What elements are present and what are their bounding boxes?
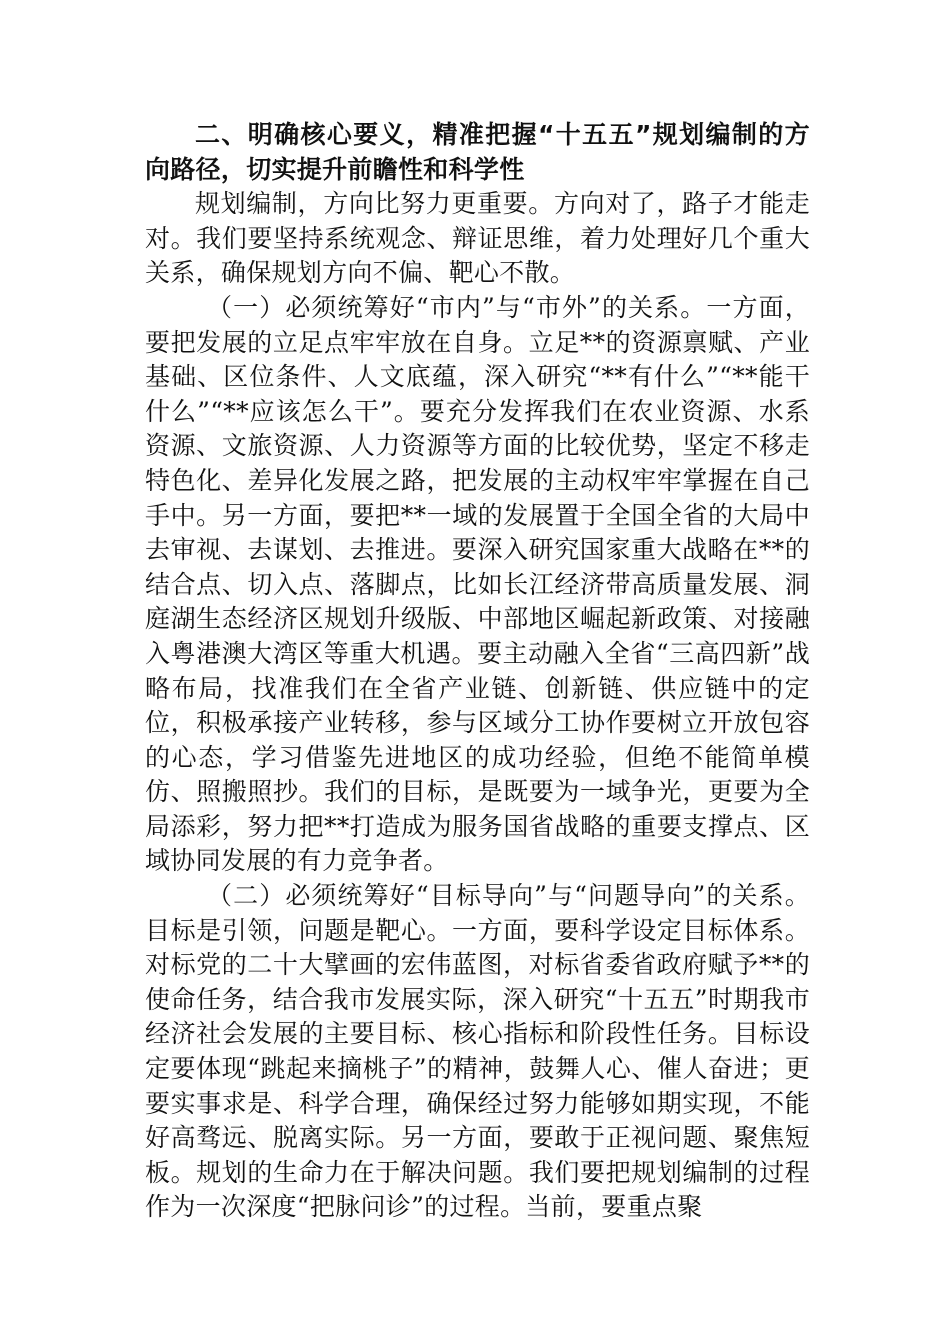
intro-paragraph: 规划编制，方向比努力更重要。方向对了，路子才能走对。我们要坚持系统观念、辩证思维，着力处理好几个重大关系，确保规划方向不偏、靶心不散。	[145, 189, 810, 288]
subsection-2-paragraph: （二）必须统筹好“目标导向”与“问题导向”的关系。目标是引领，问题是靶心。一方面，要科学设定目标体系。对标党的二十大擘画的宏伟蓝图，对标省委省政府赋予**的使命任务，结合我市发展实际，深入研究“十五五”时期我市经济社会发展的主要目标、核心指标和阶段性任务。目标设定要体现“跳起来摘桃子”的精神，鼓舞人心、催人奋进；更要实事求是、科学合理，确保经过努力能够如期实现，不能好高骛远、脱离实际。另一方面，要敢于正视问题、聚焦短板。规划的生命力在于解决问题。我们要把规划编制的过程作为一次深度“把脉问诊”的过程。当前，要重点聚	[145, 881, 810, 1222]
section-heading: 二、明确核心要义，精准把握“十五五”规划编制的方向路径，切实提升前瞻性和科学性	[145, 120, 810, 184]
subsection-1-paragraph: （一）必须统筹好“市内”与“市外”的关系。一方面，要把发展的立足点牢牢放在自身。立足**的资源禀赋、产业基础、区位条件、人文底蕴，深入研究“**有什么”“**能干什么”“**应该怎么干”。要充分发挥我们在农业资源、水系资源、文旅资源、人力资源等方面的比较优势，坚定不移走特色化、差异化发展之路，把发展的主动权牢牢掌握在自己手中。另一方面，要把**一域的发展置于全国全省的大局中去审视、去谋划、去推进。要深入研究国家重大战略在**的结合点、切入点、落脚点，比如长江经济带高质量发展、洞庭湖生态经济区规划升级版、中部地区崛起新政策、对接融入粤港澳大湾区等重大机遇。要主动融入全省“三高四新”战略布局，找准我们在全省产业链、创新链、供应链中的定位，积极承接产业转移，参与区域分工协作要树立开放包容的心态，学习借鉴先进地区的成功经验，但绝不能简单模仿、照搬照抄。我们的目标，是既要为一域争光，更要为全局添彩，努力把**打造成为服务国省战略的重要支撑点、区域协同发展的有力竞争者。	[145, 292, 810, 876]
document-body	[145, 118, 810, 1225]
